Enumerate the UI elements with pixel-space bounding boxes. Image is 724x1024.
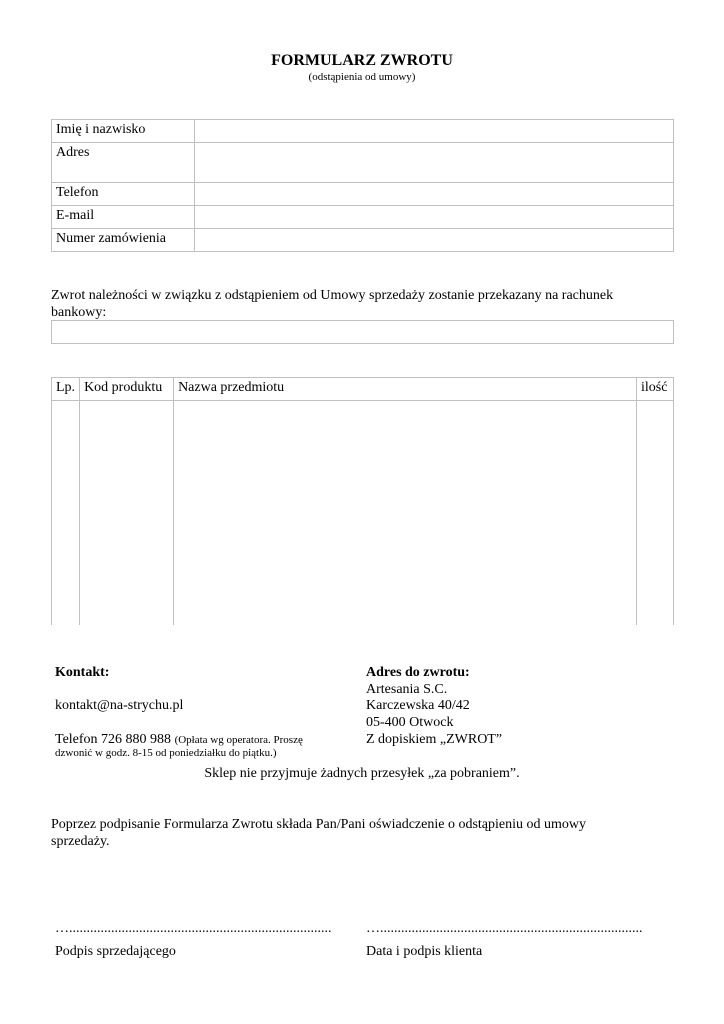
product-code-cell[interactable] [80,401,174,626]
customer-info-table [51,119,674,252]
customer-signature-line: …........................................................................... [366,921,643,936]
seller-signature-label: Podpis sprzedającego [55,944,176,959]
contact-phone: Telefon 726 880 988 [55,732,172,747]
bank-account-text: Zwrot należności w związku z odstąpieniem od Umowy sprzedaży zostanie przekazany na rachunek bankowy: [51,288,614,320]
return-address-line2: Karczewska 40/42 [366,698,470,713]
header-quantity: ilość [637,378,674,401]
form-title: FORMULARZ ZWROTU [271,52,453,69]
order-number-field[interactable] [195,229,674,252]
name-label: Imię i nazwisko [52,120,195,143]
cod-notice: Sklep nie przyjmuje żadnych przesyłek „za pobraniem”. [204,766,520,781]
seller-signature-line: …........................................................................... [55,921,332,936]
row-address [52,143,674,183]
address-label: Adres [52,143,195,183]
order-number-label: Numer zamówienia [52,229,195,252]
products-table [51,377,674,625]
name-field[interactable] [195,120,674,143]
bank-account-field[interactable] [51,320,674,344]
phone-label: Telefon [52,183,195,206]
contact-phone-hours: dzwonić w godz. 8-15 od poniedziałku do piątku.) [55,747,277,759]
return-address-line3: 05-400 Otwock [366,715,454,730]
contact-email: kontakt@na-strychu.pl [55,698,184,713]
email-field[interactable] [195,206,674,229]
form-subtitle: (odstąpienia od umowy) [308,71,416,83]
header-product-code: Kod produktu [80,378,174,401]
row-email [52,206,674,229]
return-address-heading: Adres do zwrotu: [366,665,470,680]
row-name [52,120,674,143]
customer-signature-label: Data i podpis klienta [366,944,483,959]
products-body-row [52,401,674,626]
quantity-cell[interactable] [637,401,674,626]
products-header-row [52,378,674,401]
header-lp: Lp. [52,378,80,401]
phone-field[interactable] [195,183,674,206]
email-label: E-mail [52,206,195,229]
return-address-line4: Z dopiskiem „ZWROT” [366,732,503,747]
address-field[interactable] [195,143,674,183]
item-name-cell[interactable] [174,401,637,626]
contact-phone-note: (Opłata wg operatora. Proszę [174,734,303,746]
header-item-name: Nazwa przedmiotu [174,378,637,401]
lp-cell[interactable] [52,401,80,626]
row-order-number [52,229,674,252]
return-address-line1: Artesania S.C. [366,682,448,697]
withdrawal-statement: Poprzez podpisanie Formularza Zwrotu składa Pan/Pani oświadczenie o odstąpieniu od umowy sprzedaży. [51,817,586,849]
row-phone [52,183,674,206]
contact-heading: Kontakt: [55,665,110,680]
